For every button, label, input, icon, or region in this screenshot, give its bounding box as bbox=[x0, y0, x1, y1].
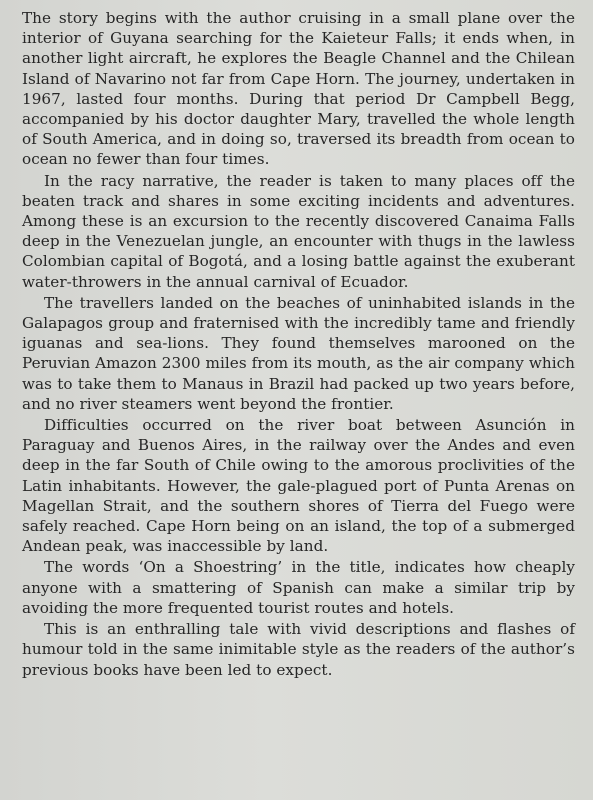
paragraph-5: The words ‘On a Shoestring’ in the title, indicates how cheaply anyone with a smattering of Spanish can make a similar trip by avoiding the more frequented tourist routes and hotels. bbox=[22, 558, 575, 617]
paragraph-3: The travellers landed on the beaches of uninhabited islands in the Galapagos group and fraternised with the incredibly tame and friendly iguanas and sea-lions. They found themselves marooned on the Peruvian Amazon 2300 miles from its mouth, as the air company which was to take them to Manaus in Brazil had packed up two years before, and no river steamers went beyond the frontier. bbox=[22, 293, 575, 413]
paragraph-2: In the racy narrative, the reader is taken to many places off the beaten track and shares in some exciting incidents and adventures. Among these is an excursion to the recently discovered Canaima Falls deep in the Venezuelan jungle, an encounter with thugs in the lawless Colombian capital of Bogotá, and a losing battle against the exuberant water-throwers in the annual carnival of Ecuador. bbox=[22, 171, 575, 291]
paragraph-4: Difficulties occurred on the river boat between Asunción in Paraguay and Buenos Aires, in the railway over the Andes and even deep in the far South of Chile owing to the amorous proclivities of the Latin inhabitants. However, the gale-plagued port of Punta Arenas on Magellan Strait, and the southern shores of Tierra del Fuego were safely reached. Cape Horn being on an island, the top of a submerged Andean peak, was inaccessible by land. bbox=[22, 416, 575, 556]
paragraph-1: The story begins with the author cruising in a small plane over the interior of Guyana searching for the Kaieteur Falls; it ends when, in another light aircraft, he explores the Beagle Channel and the Chilean Island of Navarino not far from Cape Horn. The journey, undertaken in 1967, lasted four months. During that period Dr Campbell Begg, accompanied by his doctor daughter Mary, travelled the whole length of South America, and in doing so, traversed its breadth from ocean to ocean no fewer than four times. bbox=[22, 9, 575, 169]
paragraph-6: This is an enthralling tale with vivid descriptions and flashes of humour told in the same inimitable style as the readers of the author’s previous books have been led to expect. bbox=[22, 620, 575, 679]
